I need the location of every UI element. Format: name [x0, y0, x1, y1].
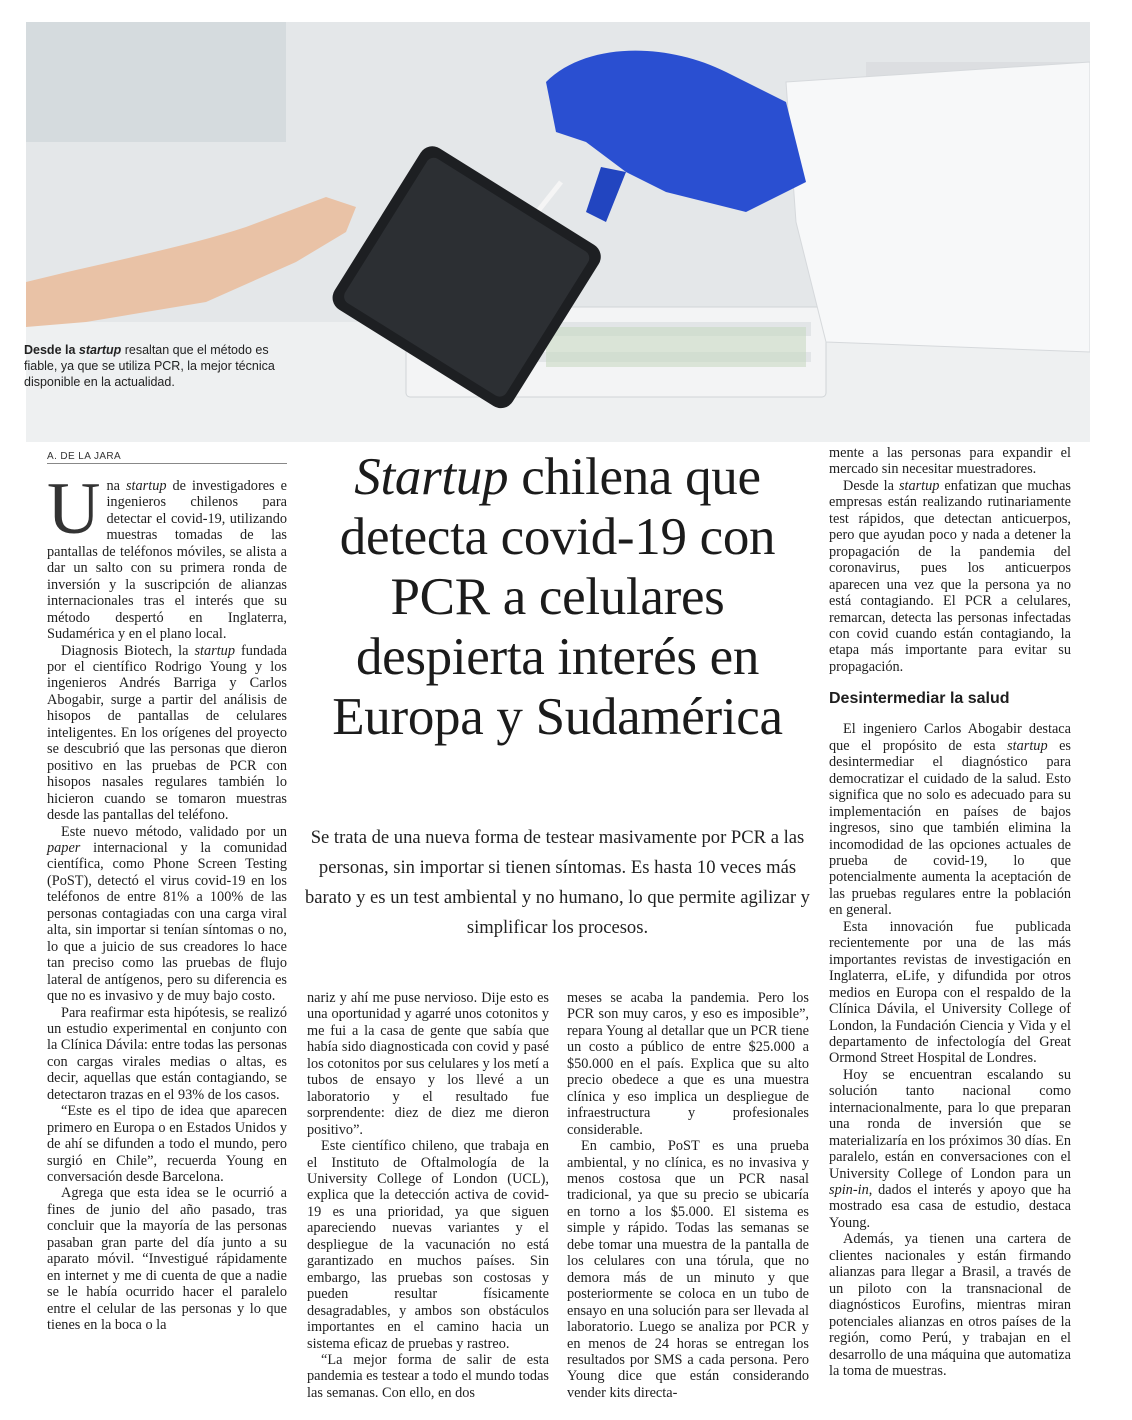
paragraph: Para reafirmar esta hipótesis, se realizó un estudio experimental en conjunto con la Clínica Dávila: entre todas las personas con cargas virales medias o altas, es decir, aquellas que están contagiando, se detectaron trazas en el 93% de los casos.	[47, 1004, 287, 1103]
paragraph	[47, 824, 287, 1005]
text-run: internacional y la comunidad científica, como Phone Screen Testing (PoST), detectó el virus covid-19 en los teléfonos de entre 81% a 100% de las personas contagiadas con una carga viral alta, sin importar si tenían síntomas o no, lo que a juicio de sus creadores lo hace tan preciso como las pruebas de flujo lateral de antígenos, pero su diferencia es que no es invasivo y de muy bajo costo.	[47, 839, 287, 1005]
text-run: Hoy se encuentran escalando su solución tanto nacional como internacionalmente, para lo que preparan una ronda de inversión que se materializaría en los próximos 30 días. En paralelo, están en conversaciones con el University College of London para un	[829, 1066, 1071, 1182]
paragraph: Esta innovación fue publicada recientemente por una de las más importantes revistas de investigación en Inglaterra, eLife, y difundida por otros medios en Europa con el respaldo de la Clínica Dávila, el University College of London, la Fundación Ciencia y Vida y el departamento de infectología del Great Ormond Street Hospital de Londres.	[829, 918, 1071, 1067]
text-run: Este nuevo método, validado por un	[61, 823, 287, 840]
caption-text: resaltan que el método es fiable, ya que se utiliza PCR, la mejor técnica disponible en la actualidad.	[24, 343, 275, 389]
paragraph: “Este es el tipo de idea que aparecen primero en Europa o en Estados Unidos y de ahí se difunden a todo el mundo, pero surgió en Chile”, recuerda Young en conversación desde Barcelona.	[47, 1103, 287, 1186]
paragraph	[829, 478, 1071, 675]
byline-rule	[47, 463, 287, 464]
paragraph	[829, 1067, 1071, 1232]
headline-italic: Startup	[354, 448, 509, 506]
text-run: , dados el interés y apoyo que ha mostrado esa casa de estudio, destaca Young.	[829, 1182, 1071, 1231]
section-subhead: Desintermediar la salud	[829, 690, 1010, 708]
text-run: Diagnosis Biotech, la	[61, 642, 195, 659]
text-emphasis: startup	[898, 477, 940, 494]
paragraph: Este científico chileno, que trabaja en el Instituto de Oftalmología de la University College of London (UCL), explica que la detección activa de covid-19 es una prioridad, ya que siguen apareciendo nuevas variantes y el despliegue de la vacunación no está garantizado en muchos países. Sin embargo, las pruebas son costosas y pueden resultar físicamente desagradables, y ambos son obstáculos importantes en el camino hacia un sistema eficaz de pruebas y rastreo.	[307, 1138, 549, 1352]
headline-text: chilena que detecta covid-19 con PCR a celulares despierta interés en Europa y Sudamérica	[332, 448, 783, 746]
text-run: El ingeniero Carlos Abogabir destaca que el propósito de esta	[829, 721, 1071, 754]
paragraph	[829, 721, 1071, 918]
text-run: es desintermediar el diagnóstico para democratizar el cuidado de la salud. Esto significa que no solo es adecuado para su implementación en países de bajos ingresos, sino que también elimina la incomodidad de las opciones actuales de prueba de covid-19, lo que potencialmente aumenta la aceptación de las pruebas regulares entre la población en general.	[829, 737, 1071, 919]
text-emphasis: spin-in	[829, 1182, 869, 1199]
text-emphasis: paper	[47, 839, 81, 856]
column-1	[47, 468, 287, 1334]
column-3	[567, 990, 809, 1401]
paragraph: nariz y ahí me puse nervioso. Dije esto es una oportunidad y agarré unos cotonitos y me fui a la casa de gente que sabía que había sido diagnosticada con covid y pasé los cotonitos por sus celulares y los metí a tubos de ensayo y los llevé a un laboratorio y el resultado fue sorprendente: diez de diez me dieron positivo”.	[307, 990, 549, 1138]
caption-lead: Desde la	[24, 343, 79, 357]
deck: Se trata de una nueva forma de testear masivamente por PCR a las personas, sin importar si tienen síntomas. Es hasta 10 veces más barato y es un test ambiental y no humano, lo que permite agilizar y simplificar los procesos.	[305, 827, 810, 938]
paragraph: “La mejor forma de salir de esta pandemia es testear a todo el mundo todas las semanas. Con ello, en dos	[307, 1351, 549, 1401]
headline	[300, 447, 815, 747]
paragraph: En cambio, PoST es una prueba ambiental, y no clínica, es no invasiva y menos costosa que un PCR nasal tradicional, ya que su precio se ubicaría en torno a los $5.000. El sistema es simple y rápido. Todas las semanas se debe tomar una muestra de la pantalla de los celulares con una tórula, que no demora más de un minuto y que posteriormente se coloca en un tubo de ensayo en una solución para ser llevada al laboratorio. Luego se analiza por PCR y en menos de 24 horas se entregan los resultados por SMS a cada persona. Pero Young dice que están considerando vender kits directa-	[567, 1138, 809, 1401]
photo-caption	[24, 342, 294, 390]
text-emphasis: startup	[194, 642, 235, 659]
text-run: enfatizan que muchas empresas están realizando rutinariamente test rápidos, que detectan anticuerpos, pero que ayudan poco y nada a detener la propagación de la pandemia del coronavirus, pues los anticuerpos aparecen una vez que la persona ya no está contagiando. El PCR a celulares, remarcan, detecta las personas infectadas con covid cuando están contagiando, la etapa más importante para evitar su propagación.	[829, 477, 1071, 675]
dropcap: U	[47, 468, 101, 550]
caption-emphasis: startup	[78, 343, 122, 357]
text-emphasis: startup	[125, 478, 167, 494]
paragraph: mente a las personas para expandir el mercado sin necesitar muestradores.	[829, 445, 1071, 478]
paragraph	[47, 643, 287, 824]
text-run: fundada por el científico Rodrigo Young y los ingenieros Andrés Barriga y Carlos Abogabir, surge a partir del análisis de hisopos de pantallas de celulares inteligentes. En los orígenes del proyecto se descubrió que las personas que dieron positivo en las pruebas de PCR con hisopos nasales regulares también lo hicieron cuando se tomaron muestras desde las pantallas del teléfono.	[47, 642, 287, 824]
text-emphasis: startup	[1007, 737, 1048, 754]
text-run: de investigadores e ingenieros chilenos para detectar el covid-19, utilizando muestras tomadas de las pantallas de teléfonos móviles, se alista a dar un salto con su primera ronda de inversión y la suscripción de alianzas internacionales tras el interés que su método despertó en Inglaterra, Sudamérica y en el plano local.	[47, 478, 287, 643]
column-4	[829, 445, 1071, 1379]
text-run: na	[106, 478, 126, 494]
byline: A. DE LA JARA	[47, 451, 122, 462]
paragraph: Además, ya tienen una cartera de clientes nacionales y están firmando alianzas para llegar a Brasil, a través de un piloto con la transnacional de diagnósticos Eurofins, mientras miran potenciales alianzas en otros países de la región, como Perú, y trabajan en el desarrollo de una máquina que automatiza la toma de muestras.	[829, 1231, 1071, 1380]
paragraph: meses se acaba la pandemia. Pero los PCR son muy caros, y eso es imposible”, repara Young al detallar que un PCR tiene un costo a público de entre $25.000 a $50.000 en el país. Explica que su alto precio obedece a que es una muestra clínica y eso implica un despliegue de infraestructura y profesionales considerable.	[567, 990, 809, 1138]
text-run: Desde la	[843, 477, 899, 494]
column-2	[307, 990, 549, 1401]
paragraph	[47, 468, 287, 643]
paragraph: Agrega que esta idea se le ocurrió a fines de junio del año pasado, tras concluir que la mayoría de las personas pasaban gran parte del día junto a su aparato móvil. “Investigué rápidamente en internet y me di cuenta de que a nadie se le había ocurrido hacer el paralelo entre el celular de las personas y lo que tienes en la boca o la	[47, 1185, 287, 1334]
